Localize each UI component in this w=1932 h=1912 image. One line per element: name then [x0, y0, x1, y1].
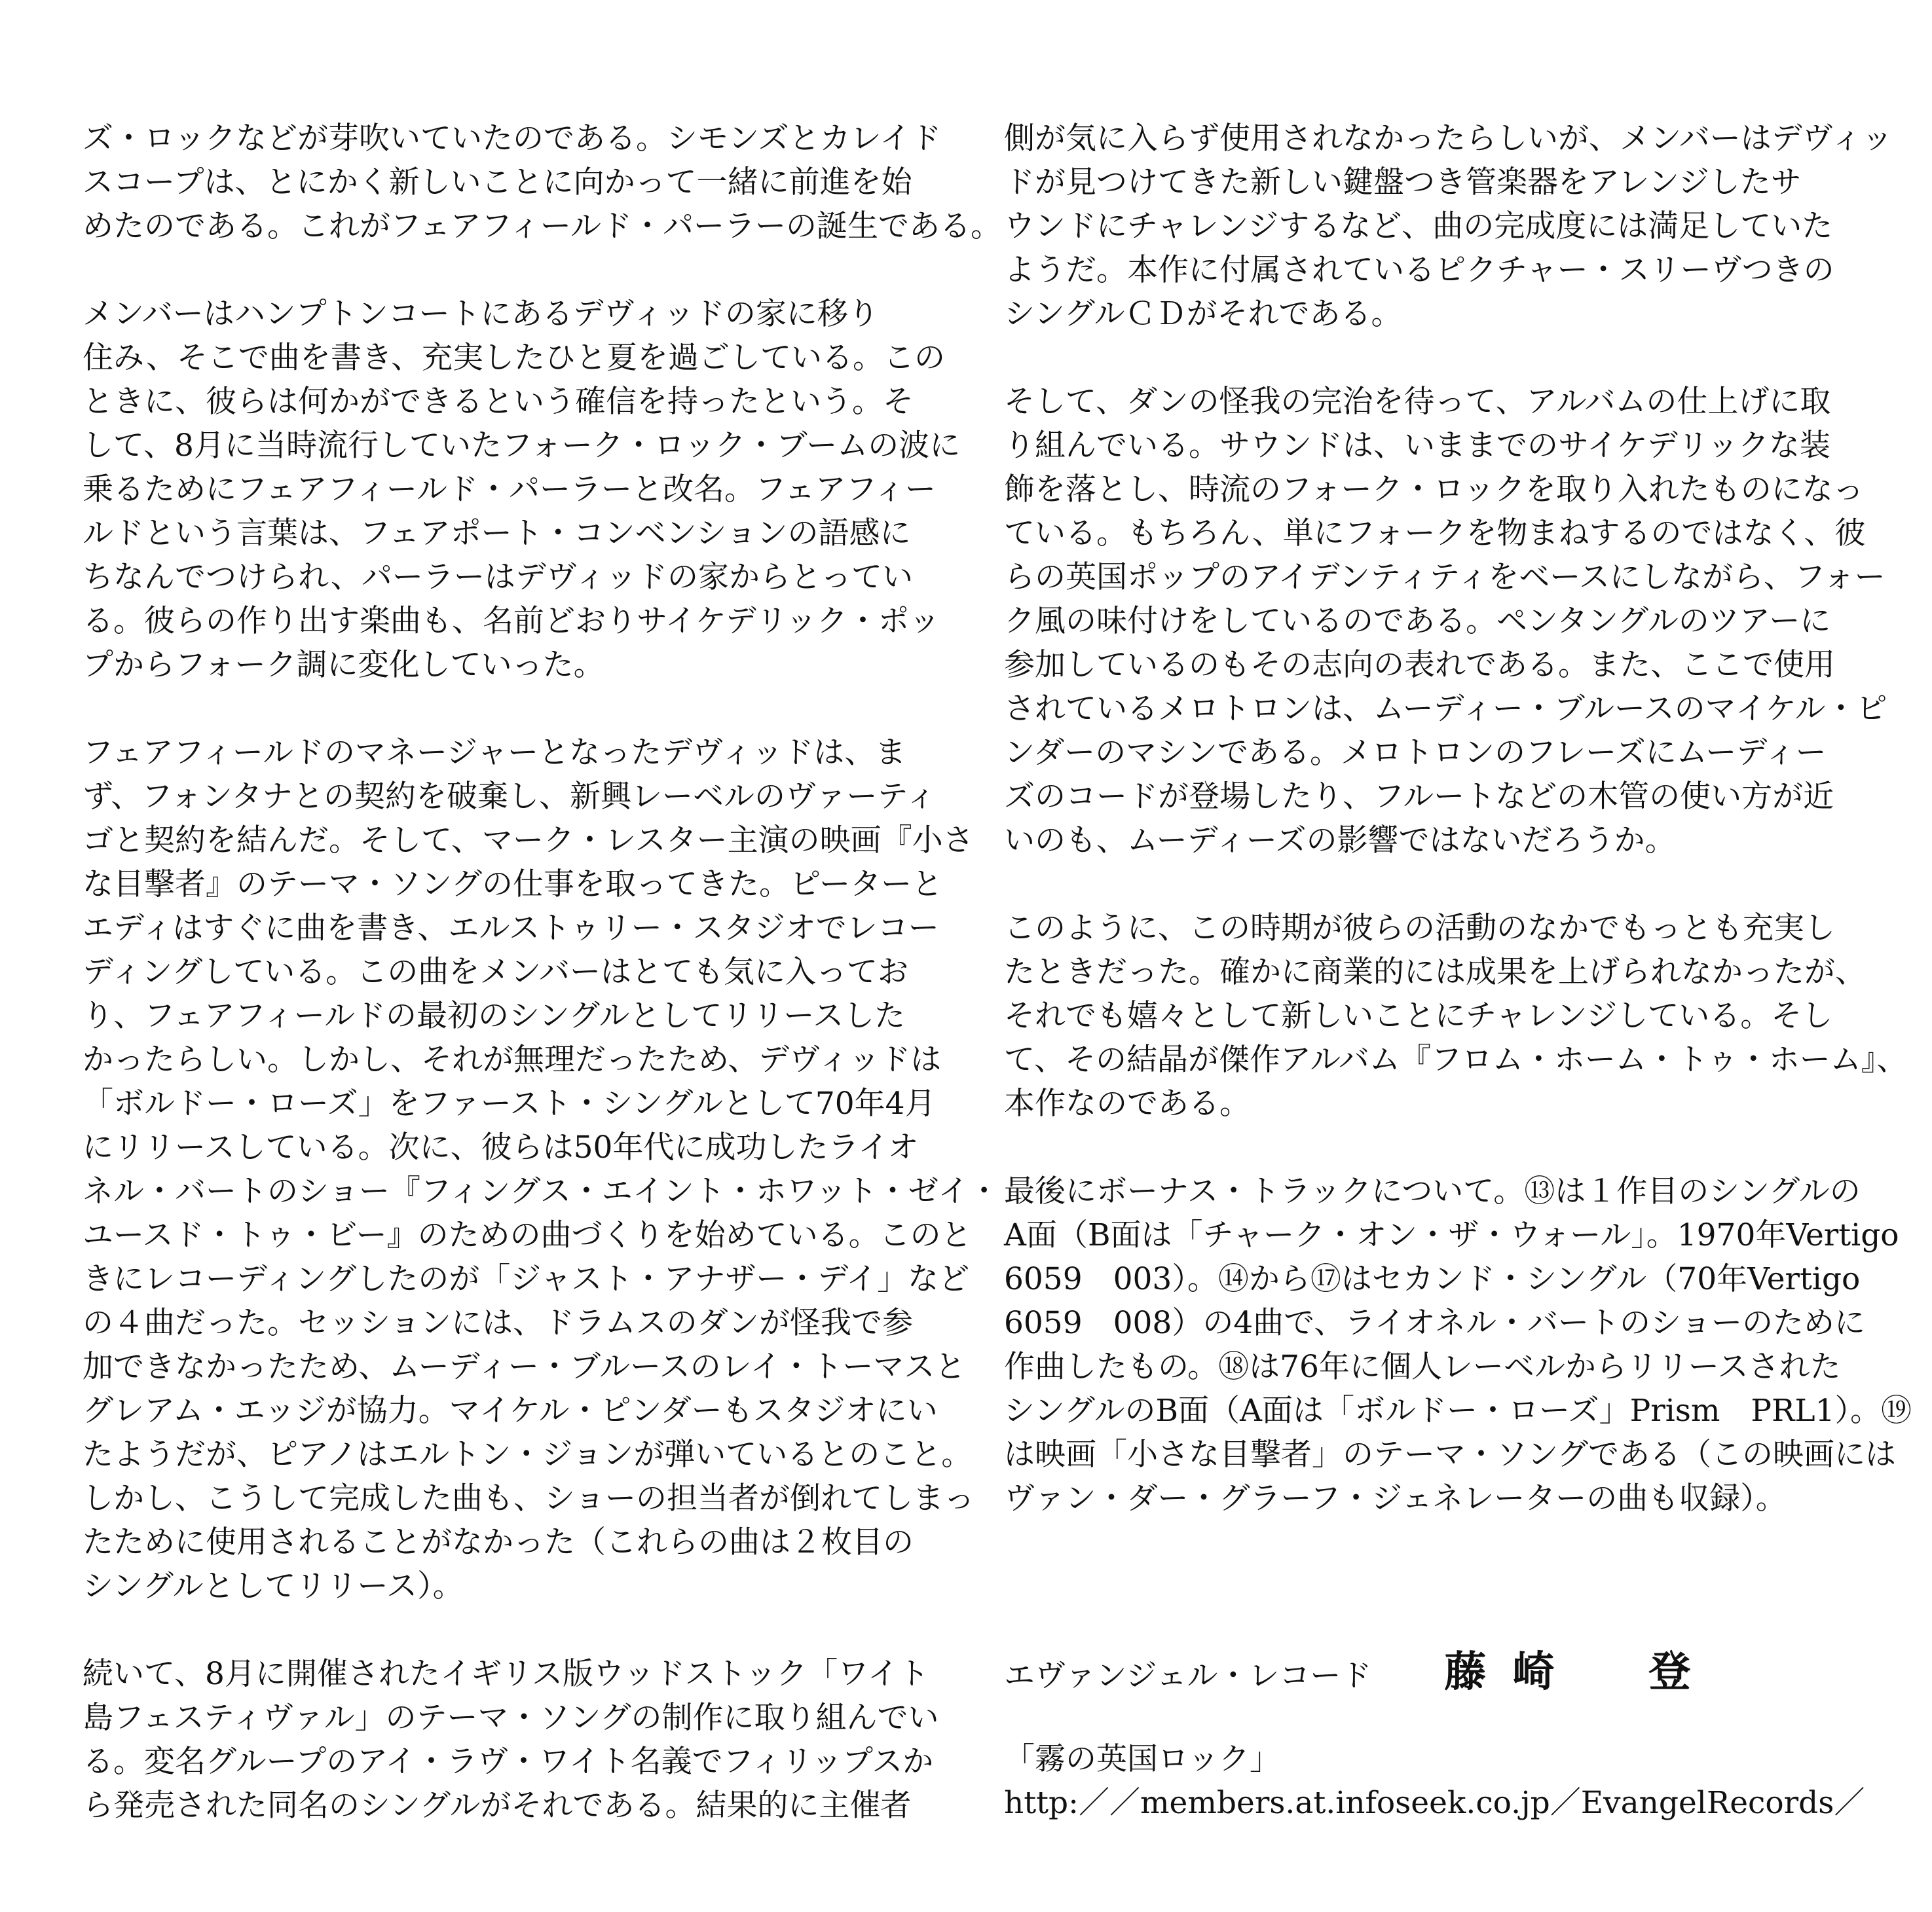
text-line: ウンドにチャレンジするなど、曲の完成度には満足していた	[1004, 208, 1833, 244]
text-line: このように、この時期が彼らの活動のなかでもっとも充実し	[1004, 910, 1835, 946]
label-name: エヴァンジェル・レコード	[1004, 1658, 1372, 1694]
text-line: ようだ。本作に付属されているピクチャー・スリーヴつきの	[1004, 252, 1834, 288]
text-line: ちなんでつけられ、パーラーはデヴィッドの家からとってい	[83, 559, 914, 595]
text-line: 最後にボーナス・トラックについて。⑬は１作目のシングルの	[1004, 1173, 1861, 1209]
text-line: 住み、そこで曲を書き、充実したひと夏を過ごしている。この	[83, 340, 945, 376]
text-line: ルドという言葉は、フェアポート・コンベンションの語感に	[83, 515, 911, 551]
paragraph	[1004, 1169, 1912, 1520]
text-line: 6059 003）。⑭から⑰はセカンド・シングル（70年Vertigo	[1004, 1261, 1861, 1297]
text-line: ドが見つけてきた新しい鍵盤つき管楽器をアレンジしたサ	[1004, 164, 1802, 200]
site-url[interactable]: http:／／members.at.infoseek.co.jp／EvangelRecords／	[1004, 1785, 1865, 1821]
paragraph	[1004, 906, 1908, 1126]
text-line: A面（B面は「チャーク・オン・ザ・ウォール」。1970年Vertigo	[1004, 1217, 1899, 1253]
text-line: ズのコードが登場したり、フルートなどの木管の使い方が近	[1004, 779, 1834, 815]
paragraph	[83, 117, 1001, 248]
text-line: ときに、彼らは何かができるという確信を持ったという。そ	[83, 384, 914, 420]
text-line: ズ・ロックなどが芽吹いていたのである。シモンズとカレイド	[83, 120, 942, 156]
text-line: シングルのB面（A面は「ボルドー・ローズ」Prism PRL1）。⑲	[1004, 1393, 1912, 1429]
text-line: 島フェスティヴァル」のテーマ・ソングの制作に取り組んでい	[83, 1700, 939, 1736]
text-line: る。変名グループのアイ・ラヴ・ワイト名義でフィリップスか	[83, 1744, 934, 1780]
text-line: プからフォーク調に変化していった。	[83, 647, 604, 683]
text-line: たために使用されることがなかった（これらの曲は２枚目の	[83, 1524, 914, 1560]
text-line: て、その結晶が傑作アルバム『フロム・ホーム・トゥ・ホーム』、	[1004, 1042, 1908, 1078]
text-line: にリリースしている。次に、彼らは50年代に成功したライオ	[83, 1130, 919, 1166]
text-line: たようだが、ピアノはエルトン・ジョンが弾いているとのこと。	[83, 1437, 973, 1473]
text-line: たときだった。確かに商業的には成果を上げられなかったが、	[1004, 954, 1866, 990]
text-line: 本作なのである。	[1004, 1086, 1250, 1122]
text-line: る。彼らの作り出す楽曲も、名前どおりサイケデリック・ポッ	[83, 603, 940, 639]
text-line: メンバーはハンプトンコートにあるデヴィッドの家に移り	[83, 296, 879, 332]
text-line: かったらしい。しかし、それが無理だったため、デヴィッドは	[83, 1042, 942, 1078]
author-name: 藤崎 登	[1444, 1647, 1717, 1697]
paragraph	[83, 292, 960, 687]
text-line: り、フェアフィールドの最初のシングルとしてリリースした	[83, 998, 906, 1034]
text-line: そして、ダンの怪我の完治を待って、アルバムの仕上げに取	[1004, 384, 1831, 420]
text-line: ら発売された同名のシングルがそれである。結果的に主催者	[83, 1788, 912, 1824]
text-line: 「ボルドー・ローズ」をファースト・シングルとして70年4月	[83, 1086, 936, 1122]
text-line: シングルＣＤがそれである。	[1004, 296, 1402, 332]
text-line: いのも、ムーディーズの影響ではないだろうか。	[1004, 822, 1676, 858]
text-line: ンダーのマシンである。メロトロンのフレーズにムーディー	[1004, 735, 1827, 771]
text-line: 6059 008）の4曲で、ライオネル・バートのショーのために	[1004, 1305, 1866, 1341]
text-line: は映画「小さな目撃者」のテーマ・ソングである（この映画には	[1004, 1437, 1897, 1473]
text-line: エディはすぐに曲を書き、エルストゥリー・スタジオでレコー	[83, 910, 939, 946]
text-line: な目撃者』のテーマ・ソングの仕事を取ってきた。ピーターと	[83, 866, 943, 902]
site-title: 「霧の英国ロック」	[1004, 1741, 1281, 1777]
text-line: 乗るためにフェアフィールド・パーラーと改名。フェアフィー	[83, 471, 936, 507]
text-line: グレアム・エッジが協力。マイケル・ピンダーもスタジオにい	[83, 1393, 938, 1429]
text-line: ゴと契約を結んだ。そして、マーク・レスター主演の映画『小さ	[83, 822, 974, 858]
text-line: の４曲だった。セッションには、ドラムスのダンが怪我で参	[83, 1305, 914, 1341]
text-line: めたのである。これがフェアフィールド・パーラーの誕生である。	[83, 208, 1001, 244]
text-line: ず、フォンタナとの契約を破棄し、新興レーベルのヴァーティ	[83, 779, 937, 815]
paragraph	[83, 1652, 960, 1828]
right-column	[1004, 117, 1912, 1564]
text-line: きにレコーディングしたのが「ジャスト・アナザー・デイ」など	[83, 1261, 970, 1297]
text-line: シングルとしてリリース）。	[83, 1568, 464, 1604]
paragraph	[1004, 117, 1893, 336]
paragraph	[83, 731, 1000, 1608]
text-line: 作曲したもの。⑱は76年に個人レーベルからリリースされた	[1004, 1349, 1841, 1385]
text-line: されているメロトロンは、ムーディー・ブルースのマイケル・ピ	[1004, 691, 1887, 727]
text-line: フェアフィールドのマネージャーとなったデヴィッドは、ま	[83, 735, 906, 771]
text-line: 続いて、8月に開催されたイギリス版ウッドストック「ワイト	[83, 1656, 929, 1692]
text-line: スコープは、とにかく新しいことに向かって一緒に前進を始	[83, 164, 912, 200]
text-line: ヴァン・ダー・グラーフ・ジェネレーターの曲も収録）。	[1004, 1480, 1787, 1517]
text-line: 飾を落とし、時流のフォーク・ロックを取り入れたものになっ	[1004, 471, 1864, 507]
signature-block	[1004, 1647, 1882, 1825]
text-line: 側が気に入らず使用されなかったらしいが、メンバーはデヴィッ	[1004, 120, 1893, 156]
text-line: らの英国ポップのアイデンティティをベースにしながら、フォー	[1004, 559, 1886, 595]
text-line: しかし、こうして完成した曲も、ショーの担当者が倒れてしまっ	[83, 1480, 975, 1517]
text-line: ネル・バートのショー『フィングス・エイント・ホワット・ゼイ・	[83, 1173, 1000, 1209]
left-column	[83, 117, 1001, 1871]
text-line: り組んでいる。サウンドは、いままでのサイケデリックな装	[1004, 428, 1830, 464]
author-line	[1004, 1647, 1882, 1698]
paragraph	[1004, 380, 1887, 862]
text-line: 参加しているのもその志向の表れである。また、ここで使用	[1004, 647, 1835, 683]
text-line: それでも嬉々として新しいことにチャレンジしている。そし	[1004, 998, 1833, 1034]
text-line: ている。もちろん、単にフォークを物まねするのではなく、彼	[1004, 515, 1866, 551]
text-line: ユースド・トゥ・ビー』のための曲づくりを始めている。このと	[83, 1217, 972, 1253]
text-line: ク風の味付けをしているのである。ペンタングルのツアーに	[1004, 603, 1831, 639]
text-line: して、8月に当時流行していたフォーク・ロック・ブームの波に	[83, 428, 961, 464]
text-line: 加できなかったため、ムーディー・ブルースのレイ・トーマスと	[83, 1349, 966, 1385]
text-line: ディングしている。この曲をメンバーはとても気に入ってお	[83, 954, 909, 990]
